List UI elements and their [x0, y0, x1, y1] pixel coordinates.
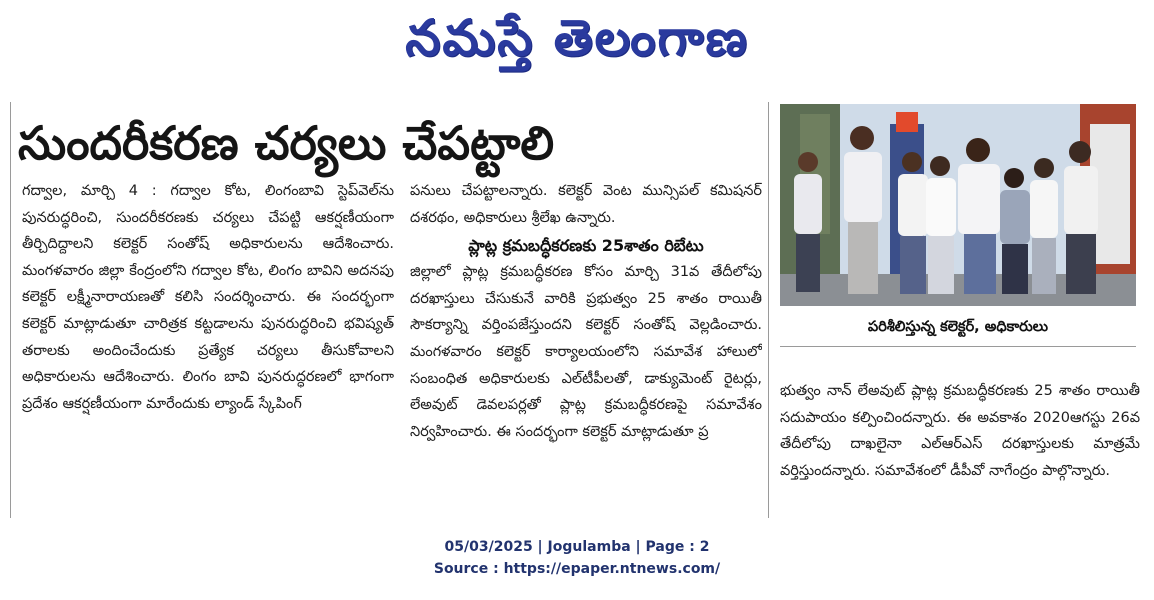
article-column-2 — [410, 178, 762, 498]
news-photo — [780, 104, 1136, 306]
masthead — [0, 0, 1154, 80]
article-paragraph: జిల్లాలో ప్లాట్ల క్రమబద్ధీకరణ కోసం మార్చి 31వ తేదీలోపు దరఖాస్తులు చేసుకునే వారికి ప్రభుత్వం 25 శాతం రాయితీ సౌకర్యాన్ని వర్తింపజేస్తుందని కలెక్టర్ సంతోష్ వెల్లడించారు. మంగళవారం కలెక్టర్ కార్యాలయంలోని సమావేశ హాలులో సంబంధిత అధికారులకు ఎల్‌టీపీలతో, డాక్యుమెంట్ రైటర్లు, లేఅవుట్ డెవలపర్లతో ప్లాట్ల క్రమబద్ధీకరణపై సమావేశం నిర్వహించారు. ఈ సందర్భంగా కలెక్టర్ మాట్లాడుతూ ప్ర — [410, 264, 762, 440]
column-divider-left — [10, 102, 11, 518]
article-paragraph: గద్వాల, మార్చి 4 : గద్వాల కోట, లింగంబావి స్టెప్‌వెల్‌ను పునరుద్ధరించి, సుందరీకరణకు చర్యలు చేపట్టి ఆకర్షణీయంగా తీర్చిదిద్దాలని కలెక్టర్ సంతోష్ అధికారులను ఆదేశించారు. మంగళవారం జిల్లా కేంద్రంలోని గద్వాల కోట, లింగం బావిని అదనపు కలెక్టర్ లక్ష్మీనారాయణతో కలిసి సందర్శించారు. ఈ సందర్భంగా కలెక్టర్ మాట్లాడుతూ చారిత్రక కట్టడాలను పునరుద్ధరించి భవిష్యత్ తరాలకు అందించేందుకు ప్రత్యేక చర్యలు తీసుకోవాలని అధికారులను ఆదేశించారు. లింగం బావి పునరుద్ధరణలో భాగంగా ప్రదేశం ఆకర్షణీయంగా మారేందుకు ల్యాండ్ స్కేపింగ్ — [22, 183, 394, 412]
article-headline: సుందరీకరణ చర్యలు చేపట్టాలి — [18, 116, 555, 170]
column-divider-middle — [768, 102, 769, 518]
article-column-3 — [780, 378, 1140, 498]
article-column-1 — [22, 178, 394, 498]
footer-source-link[interactable]: Source : https://epaper.ntnews.com/ — [433, 561, 721, 577]
article-subheading: ప్లాట్ల క్రమబద్ధీకరణకు 25శాతం రిబేటు — [468, 236, 704, 256]
article-paragraph: పనులు చేపట్టాలన్నారు. కలెక్టర్ వెంట మున్సిపల్ కమిషనర్ దశరథం, అధికారులు శ్రీలేఖ ఉన్నారు. — [410, 183, 762, 226]
caption-divider — [780, 346, 1136, 347]
page-footer — [0, 536, 1154, 580]
article-paragraph: భుత్వం నాన్ లేఅవుట్ ప్లాట్ల క్రమబద్ధీకరణకు 25 శాతం రాయితీ సదుపాయం కల్పించిందన్నారు. ఈ అవకాశం 2020ఆగస్టు 26వ తేదీలోపు దాఖలైనా ఎల్ఆర్ఎస్ దరఖాస్తులకు మాత్రమే వర్తిస్తుందన్నారు. సమావేశంలో డీపీవో నాగేంద్రం పాల్గొన్నారు. — [780, 383, 1140, 479]
newspaper-logo: నమస్తే తెలంగాణ — [405, 9, 749, 67]
footer-date-edition: 05/03/2025 | Jogulamba | Page : 2 — [444, 539, 710, 555]
photo-caption: పరిశీలిస్తున్న కలెక్టర్, అధికారులు — [867, 319, 1049, 335]
photo-illustration — [780, 104, 1136, 306]
